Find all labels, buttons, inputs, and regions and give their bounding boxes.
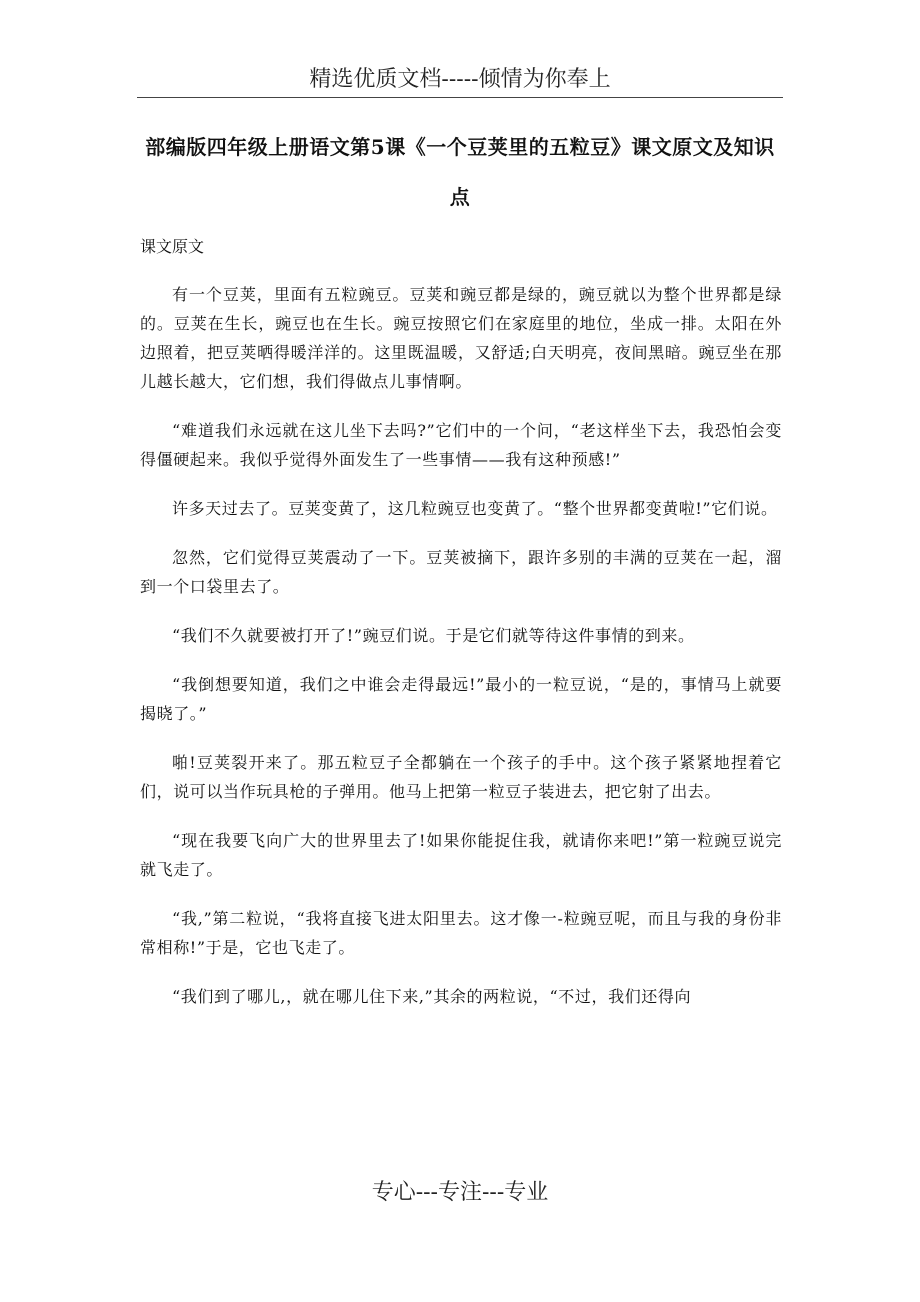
page-title: 部编版四年级上册语文第5课《一个豆荚里的五粒豆》课文原文及知识点 <box>145 135 775 209</box>
paragraph: “我,”第二粒说，“我将直接飞进太阳里去。这才像一-粒豌豆呢，而且与我的身份非常相称!”于是，它也飞走了。 <box>140 909 782 957</box>
paragraph: 啪!豆荚裂开来了。那五粒豆子全都躺在一个孩子的手中。这个孩子紧紧地捏着它们，说可以当作玩具枪的子弹用。他马上把第一粒豆子装进去，把它射了出去。 <box>140 753 782 801</box>
paragraph: 忽然，它们觉得豆荚震动了一下。豆荚被摘下，跟许多别的丰满的豆荚在一起，溜到一个口袋里去了。 <box>140 548 782 596</box>
header-divider <box>137 97 783 98</box>
paragraph: “我们不久就要被打开了!”豌豆们说。于是它们就等待这件事情的到来。 <box>172 626 695 645</box>
running-header: 精选优质文档-----倾情为你奉上 <box>309 67 611 92</box>
body-text <box>140 280 782 1031</box>
paragraph: “我们到了哪儿,，就在哪儿住下来,”其余的两粒说，“不过，我们还得向 <box>172 987 692 1006</box>
paragraph: “现在我要飞向广大的世界里去了!如果你能捉住我，就请你来吧!”第一粒豌豆说完就飞走了。 <box>140 831 782 879</box>
paragraph: 有一个豆荚，里面有五粒豌豆。豆荚和豌豆都是绿的，豌豆就以为整个世界都是绿的。豆荚在生长，豌豆也在生长。豌豆按照它们在家庭里的地位，坐成一排。太阳在外边照着，把豆荚晒得暖洋洋的。这里既温暖，又舒适;白天明亮，夜间黑暗。豌豆坐在那儿越长越大，它们想，我们得做点儿事情啊。 <box>140 285 782 391</box>
running-footer: 专心---专注---专业 <box>371 1180 549 1205</box>
section-label: 课文原文 <box>140 237 205 256</box>
paragraph: “我倒想要知道，我们之中谁会走得最远!”最小的一粒豆说，“是的，事情马上就要揭晓了。” <box>140 675 782 723</box>
paragraph: 许多天过去了。豆荚变黄了，这几粒豌豆也变黄了。“整个世界都变黄啦!”它们说。 <box>172 499 778 518</box>
paragraph: “难道我们永远就在这儿坐下去吗?”它们中的一个问，“老这样坐下去，我恐怕会变得僵硬起来。我似乎觉得外面发生了一些事情——我有这种预感!” <box>140 421 782 469</box>
